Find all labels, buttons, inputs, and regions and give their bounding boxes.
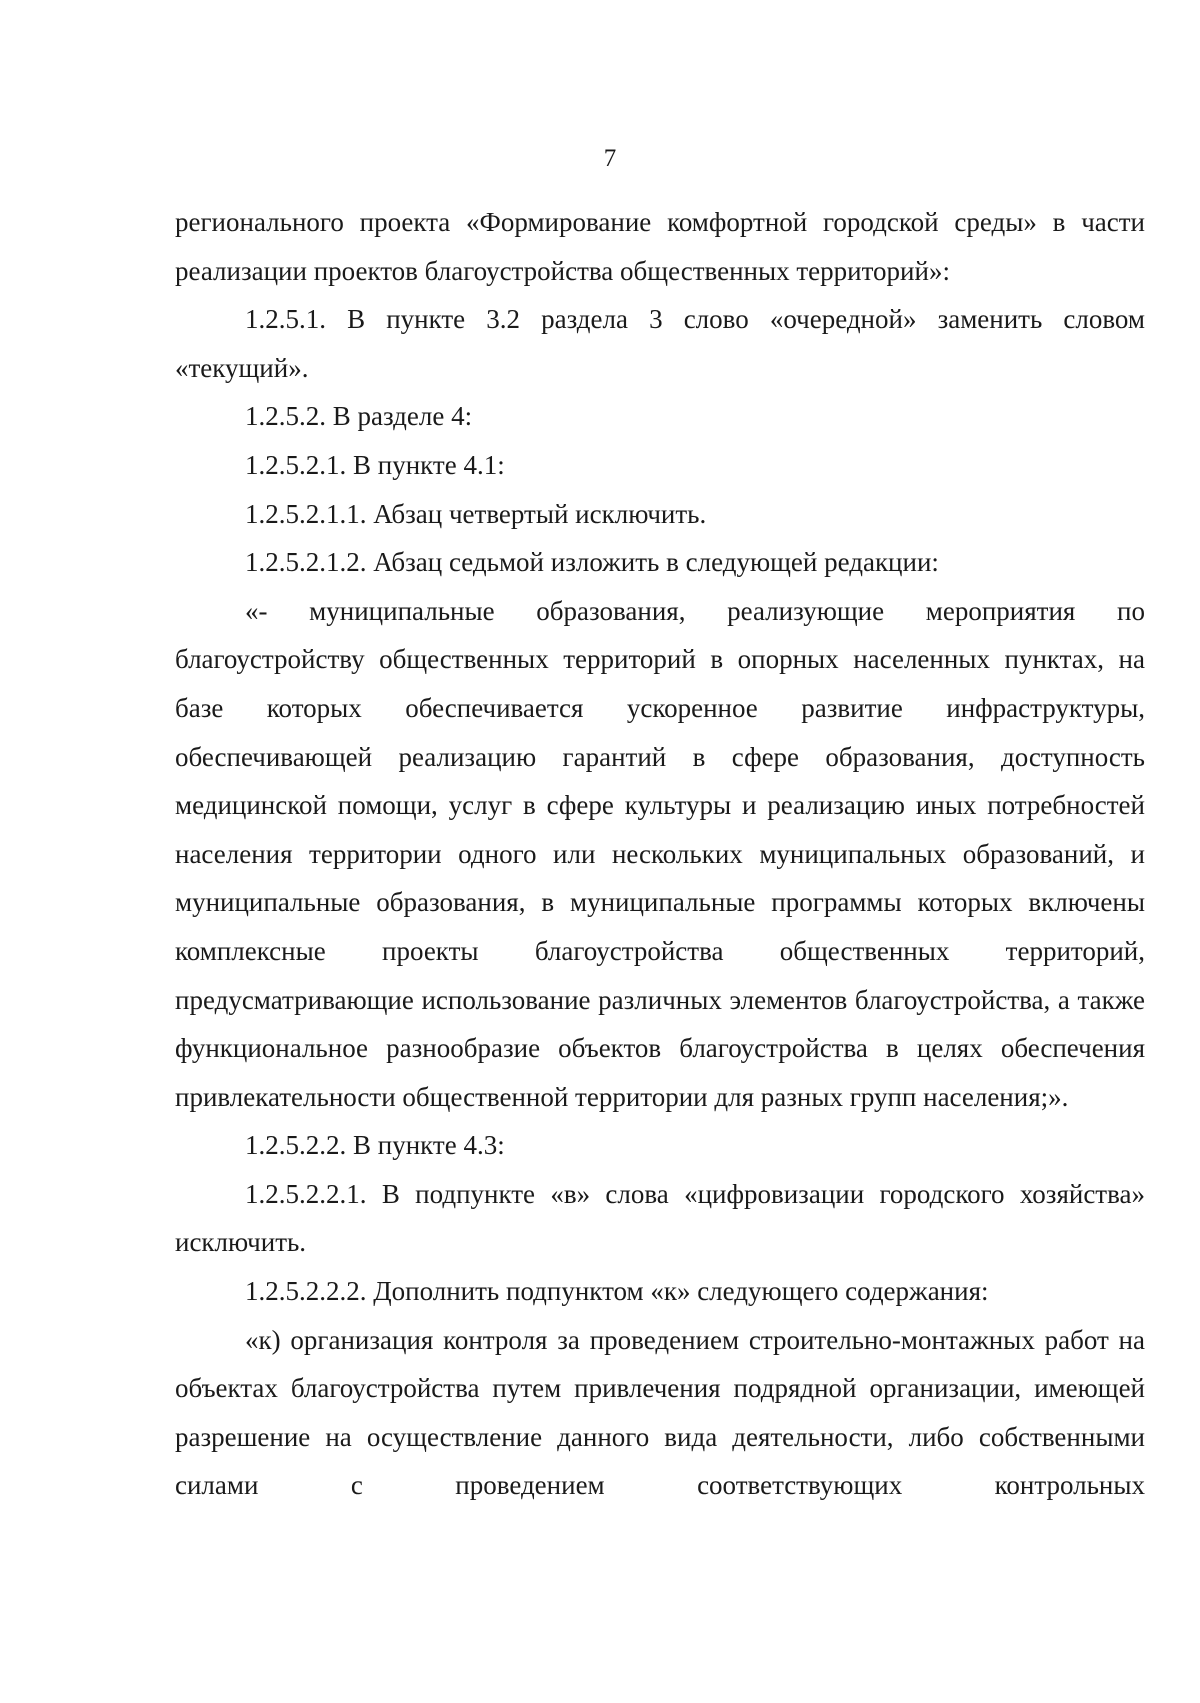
paragraph-1-2-5-2-1-2: 1.2.5.2.1.2. Абзац седьмой изложить в следующей редакции: bbox=[245, 547, 939, 578]
page-number: 7 bbox=[603, 145, 617, 172]
paragraph-1-2-5-2-1: 1.2.5.2.1. В пункте 4.1: bbox=[245, 449, 505, 480]
paragraph-1-2-5-2-1-1: 1.2.5.2.1.1. Абзац четвертый исключить. bbox=[245, 498, 707, 529]
quoted-paragraph-control: «к) организация контроля за проведением строительно-монтажных работ на объектах благоустройства путем привлечения подрядной организации, имеющей разрешение на осуществление данного вида деятельности, либо собственными силами с проведением соответствующих контрольных bbox=[175, 1324, 1145, 1501]
paragraph-continuation: регионального проекта «Формирование комфортной городской среды» в части реализации проектов благоустройства общественных территорий»: bbox=[175, 207, 1145, 286]
paragraph-1-2-5-2: 1.2.5.2. В разделе 4: bbox=[245, 401, 473, 432]
paragraph-1-2-5-2-2-1: 1.2.5.2.2.1. В подпункте «в» слова «цифровизации городского хозяйства» исключить. bbox=[175, 1178, 1145, 1258]
quoted-paragraph-municipal: «- муниципальные образования, реализующие мероприятия по благоустройству общественных территорий в опорных населенных пунктах, на базе которых обеспечивается ускоренное развитие инфраструктуры, обеспечивающей реализацию гарантий в сфере образования, доступность медицинской помощи, услуг в сфере культуры и реализацию иных потребностей населения территории одного или нескольких муниципальных образований, и муниципальные образования, в муниципальные программы которых включены комплексные проекты благоустройства общественных территорий, предусматривающие использование различных элементов благоустройства, а также функциональное разнообразие объектов благоустройства в целях обеспечения привлекательности общественной территории для разных групп населения;». bbox=[175, 595, 1145, 1112]
paragraph-1-2-5-2-2-2: 1.2.5.2.2.2. Дополнить подпунктом «к» следующего содержания: bbox=[245, 1276, 989, 1307]
paragraph-1-2-5-1: 1.2.5.1. В пункте 3.2 раздела 3 слово «очередной» заменить словом «текущий». bbox=[175, 304, 1145, 383]
paragraph-1-2-5-2-2: 1.2.5.2.2. В пункте 4.3: bbox=[245, 1130, 505, 1161]
document-body bbox=[175, 198, 1145, 1510]
